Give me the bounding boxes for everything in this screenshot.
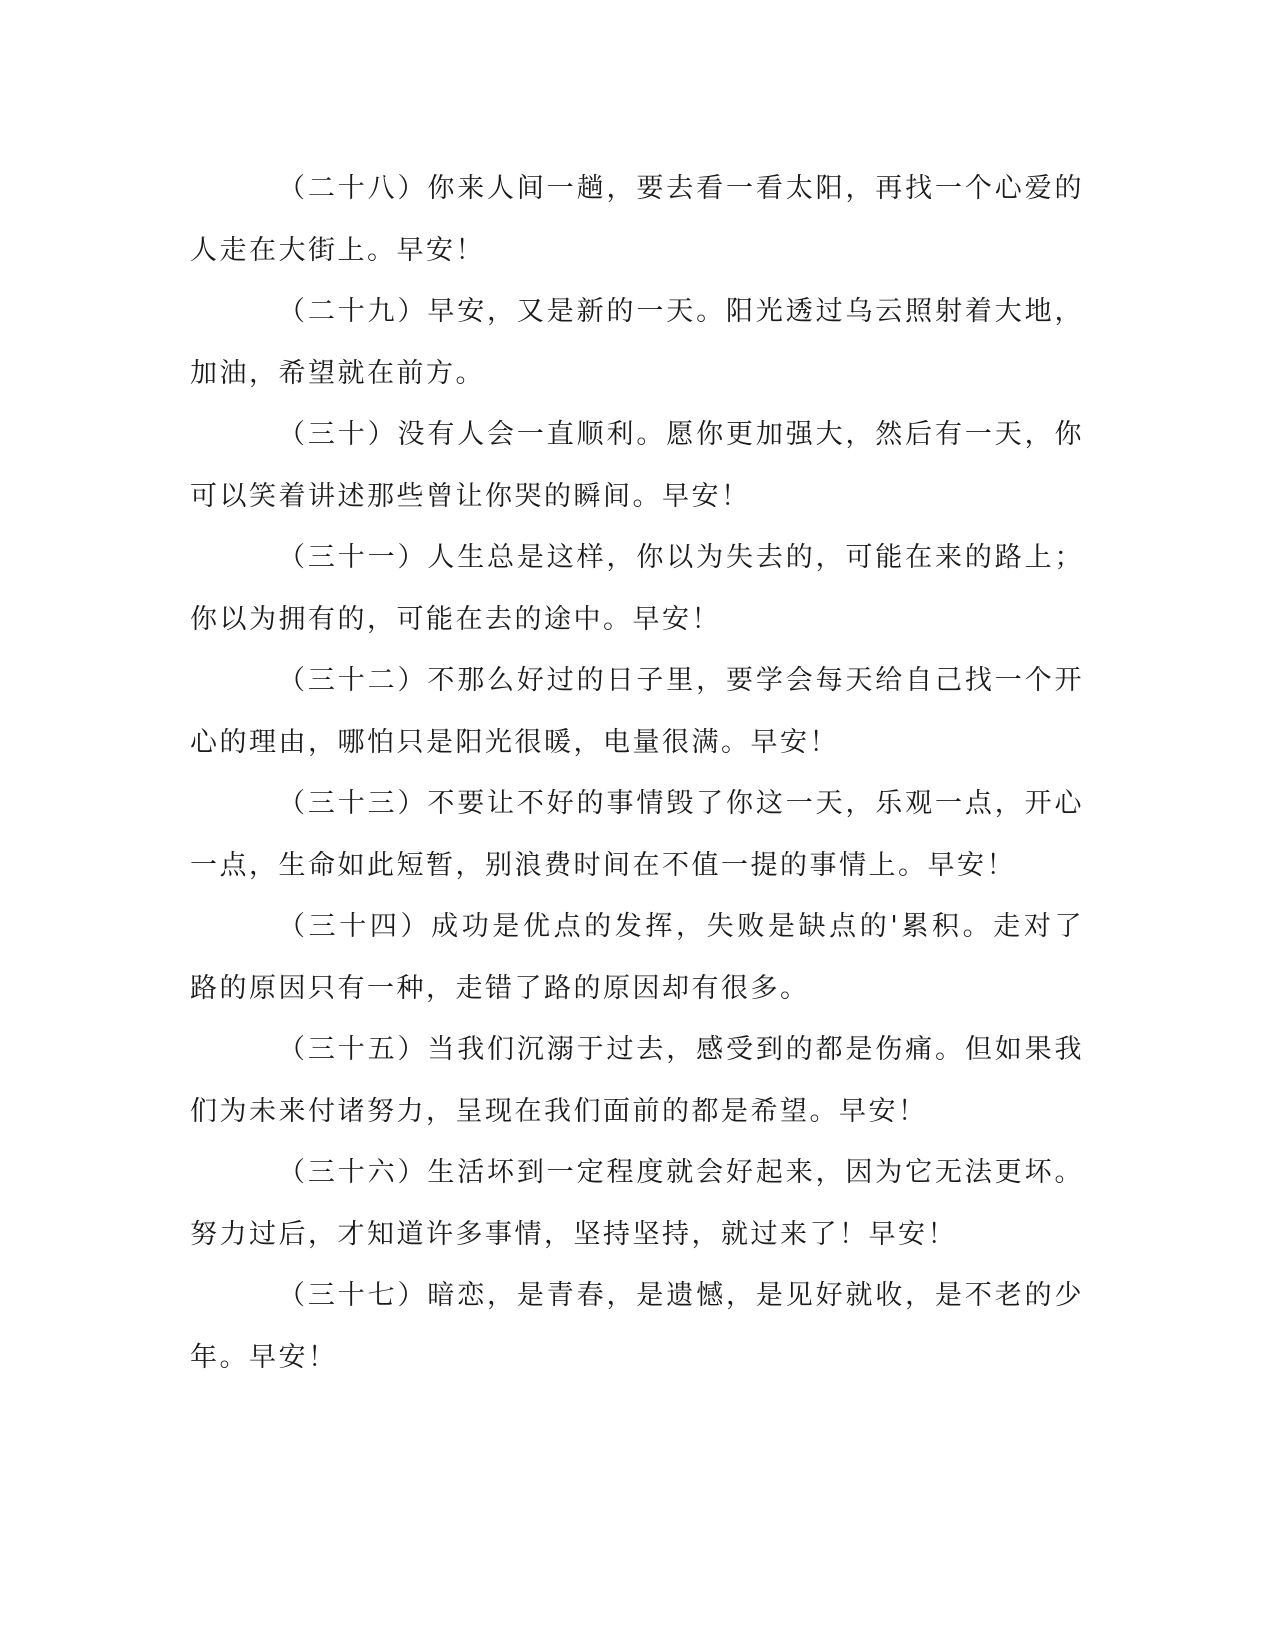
paragraph-30: （三十）没有人会一直顺利。愿你更加强大，然后有一天，你可以笑着讲述那些曾让你哭的瞬间。早安！: [190, 419, 1084, 512]
document-body: [190, 158, 1084, 1388]
paragraph-34: （三十四）成功是优点的发挥，失败是缺点的'累积。走对了路的原因只有一种，走错了路的原因却有很多。: [190, 911, 1084, 1004]
paragraph-37: （三十七）暗恋，是青春，是遗憾，是见好就收，是不老的少年。早安！: [190, 1280, 1084, 1373]
paragraph-35: （三十五）当我们沉溺于过去，感受到的都是伤痛。但如果我们为未来付诸努力，呈现在我们面前的都是希望。早安！: [190, 1034, 1084, 1127]
paragraph-28: （二十八）你来人间一趟，要去看一看太阳，再找一个心爱的人走在大街上。早安！: [190, 173, 1084, 266]
paragraph-29: （二十九）早安，又是新的一天。阳光透过乌云照射着大地，加油，希望就在前方。: [190, 296, 1084, 389]
paragraph-36: （三十六）生活坏到一定程度就会好起来，因为它无法更坏。努力过后，才知道许多事情，坚持坚持，就过来了！早安！: [190, 1157, 1084, 1250]
paragraph-33: （三十三）不要让不好的事情毁了你这一天，乐观一点，开心一点，生命如此短暂，别浪费时间在不值一提的事情上。早安！: [190, 788, 1084, 881]
paragraph-31: （三十一）人生总是这样，你以为失去的，可能在来的路上；你以为拥有的，可能在去的途中。早安！: [190, 542, 1084, 635]
paragraph-32: （三十二）不那么好过的日子里，要学会每天给自己找一个开心的理由，哪怕只是阳光很暖，电量很满。早安！: [190, 665, 1084, 758]
